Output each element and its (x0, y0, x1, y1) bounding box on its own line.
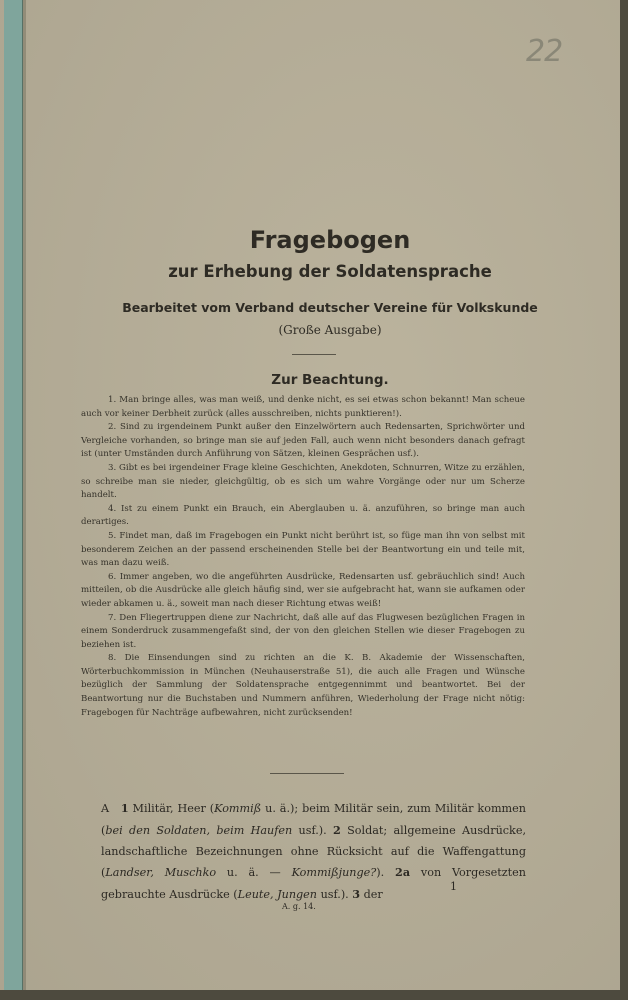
instruction-item: 2. Sind zu irgendeinem Punkt außer den Einzelwörtern auch Redensarten, Sprichwörter und Vergleiche vorhanden, so bringe man sie auf jeden Fall, auch wenn nicht besonders danach gefragt ist (unter Umständen durch Anführung von Sätzen, kleinen Gesprächen usf.). (81, 422, 525, 460)
question-text: Soldat; allgemeine Ausdrücke, landschaftliche Bezeichnungen ohne Rücksicht auf die Waffengattung ( (101, 823, 526, 880)
question-text: der (360, 888, 383, 902)
example-term: Kommiß (214, 802, 262, 815)
question-number: 3 (352, 887, 361, 902)
instruction-item: 3. Gibt es bei irgendeiner Frage kleine Geschichten, Anekdoten, Schnurren, Witze zu erzählen, so schreibe man sie nieder, gleichgültig, ob es sich um wahre Vorgänge oder nur um Scherze handelt. (81, 462, 525, 501)
section-heading: Zur Beachtung. (271, 372, 389, 388)
question-text: usf.). (292, 823, 333, 837)
spine-shadow (22, 0, 26, 990)
question-text: ). (376, 866, 396, 880)
edition-line: (Große Ausgabe) (278, 323, 382, 337)
instruction-item: 4. Ist zu einem Punkt ein Brauch, ein Aberglauben u. ä. anzuführen, so bringe man auch derartiges. (81, 503, 525, 528)
divider-rule (270, 773, 344, 774)
section-letter: A (101, 802, 110, 815)
divider-rule (292, 354, 336, 355)
example-term: Leute, Jungen (237, 888, 318, 902)
document-title: Fragebogen (249, 226, 411, 254)
example-term: Kommißjunge? (291, 866, 377, 880)
page-footer-number: 1 (450, 880, 457, 893)
example-term: Landser, Muschko (105, 866, 217, 880)
instructions-block (81, 394, 525, 720)
question-text: usf.). (317, 888, 353, 902)
question-text: u. ä. — (216, 866, 292, 880)
question-text: von Vorgesetzten gebrauchte Ausdrücke ( (101, 866, 526, 902)
question-number: 1 (120, 801, 129, 815)
document-subtitle: zur Erhebung der Soldatensprache (168, 262, 492, 281)
question-text: u. ä.); beim Militär sein, zum Militär kommen ( (101, 802, 526, 837)
instruction-item: 8. Die Einsendungen sind zu richten an die K. B. Akademie der Wissenschaften, Wörterbuchkommission in München (Neuhauserstraße 51), die auch alle Fragen und Wünsche bezüglich der Sammlung der Soldatensprache entgegennimmt und beantwortet. Bei der Beantwortung nur die Buchstaben und Nummern anführen, Wiederholung der Frage nicht nötig: Fragebogen für Nachträge aufbewahren, nicht zurücksenden! (81, 653, 525, 718)
instruction-item: 7. Den Fliegertruppen diene zur Nachricht, daß alle auf das Flugwesen bezüglichen Fragen in einem Sonderdruck zusammengefaßt sind, der von den gleichen Stellen wie dieser Fragebogen zu beziehen ist. (81, 612, 525, 650)
question-text: Militär, Heer ( (128, 802, 215, 815)
editor-line: Bearbeitet vom Verband deutscher Vereine für Volkskunde (122, 300, 538, 315)
instruction-item: 6. Immer angeben, wo die angeführten Ausdrücke, Redensarten usf. gebräuchlich sind! Auch mitteilen, ob die Ausdrücke alle gleich häufig sind, wer sie aufgebracht hat, wann sie aufkamen oder wieder abkamen u. ä., soweit man nach dieser Richtung etwas weiß! (81, 571, 525, 609)
binding-spine (4, 0, 23, 990)
question-number: 2 (333, 822, 341, 837)
question-number: 2a (395, 865, 411, 880)
instruction-item: 1. Man bringe alles, was man weiß, und denke nicht, es sei etwas schon bekannt! Man scheue auch vor keiner Derbheit zurück (alles ausschreiben, nichts punktieren!). (81, 395, 525, 419)
example-term: bei den Soldaten, beim Haufen (105, 823, 293, 837)
questionnaire-section-a (101, 798, 526, 906)
handwritten-page-number: 22 (526, 34, 563, 69)
question-paragraph (101, 798, 526, 906)
instruction-item: 5. Findet man, daß im Fragebogen ein Punkt nicht berührt ist, so füge man ihn von selbst mit besonderem Zeichen an der passend erscheinenden Stelle bei der Beantwortung ein und teile mit, was man dazu weiß. (81, 530, 525, 569)
print-code: A. g. 14. (282, 902, 316, 911)
